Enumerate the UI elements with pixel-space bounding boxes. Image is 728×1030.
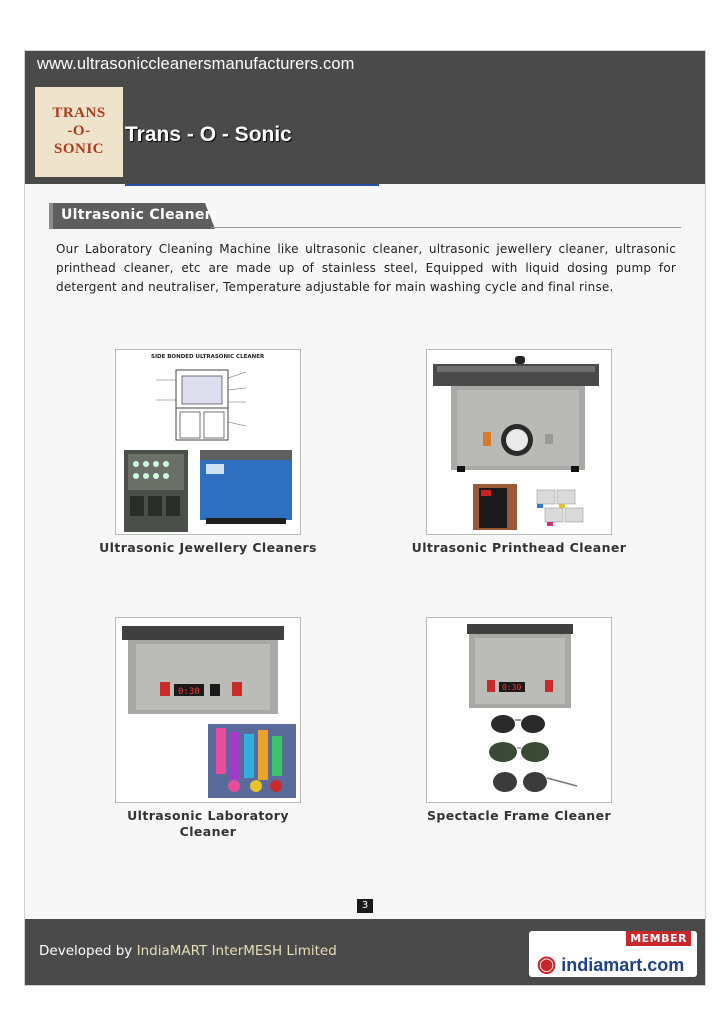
brochure-page [24,50,706,986]
logo-line-2: -O- [67,123,91,139]
spectacle-cleaner-caption: Spectacle Frame Cleaner [426,808,612,823]
printhead-cleaner-photo [426,349,612,535]
laboratory-cleaner-photo [115,617,301,803]
display-readout: 0:30 [502,683,522,692]
developer-credit [39,943,337,959]
section-rule [211,227,681,228]
logo-line-1: TRANS [52,105,106,121]
printhead-cleaner-caption: Ultrasonic Printhead Cleaner [411,540,627,555]
website-url[interactable]: www.ultrasoniccleanersmanufacturers.com [37,55,355,73]
header-underline [125,184,379,186]
indiamart-logo [537,951,684,977]
page-number: 3 [357,899,373,913]
indiamart-brand: indiamart.com [561,955,685,975]
header-bar [25,51,705,184]
diagram-title: SIDE BONDED ULTRASONIC CLEANER [151,354,265,360]
display-readout: 0:30 [178,687,200,697]
indiamart-member-badge[interactable] [529,931,697,977]
spectacle-cleaner-photo [426,617,612,803]
member-label: MEMBER [626,931,691,946]
developer-link[interactable]: IndiaMART InterMESH Limited [136,943,337,959]
section-title: Ultrasonic Cleaner: [61,207,218,223]
laboratory-cleaner-caption: Ultrasonic Laboratory Cleaner [127,808,289,839]
footer-bar [25,919,705,986]
developed-by-label: Developed by [39,943,133,959]
company-logo [35,87,123,177]
logo-line-3: SONIC [53,141,104,157]
company-name: Trans - O - Sonic [125,123,292,146]
m-logo-icon: ◉ [537,951,557,976]
jewellery-cleaner-caption: Ultrasonic Jewellery Cleaners [99,540,317,555]
jewellery-cleaner-photo [115,349,301,535]
section-description: Our Laboratory Cleaning Machine like ultrasonic cleaner, ultrasonic jewellery cleaner, ultrasonic printhead cleaner, etc are made up of stainless steel, Equipped with liquid dosing pump for detergent and neutraliser, Temperature adjustable for main washing cycle and final rinse. [56,242,676,294]
